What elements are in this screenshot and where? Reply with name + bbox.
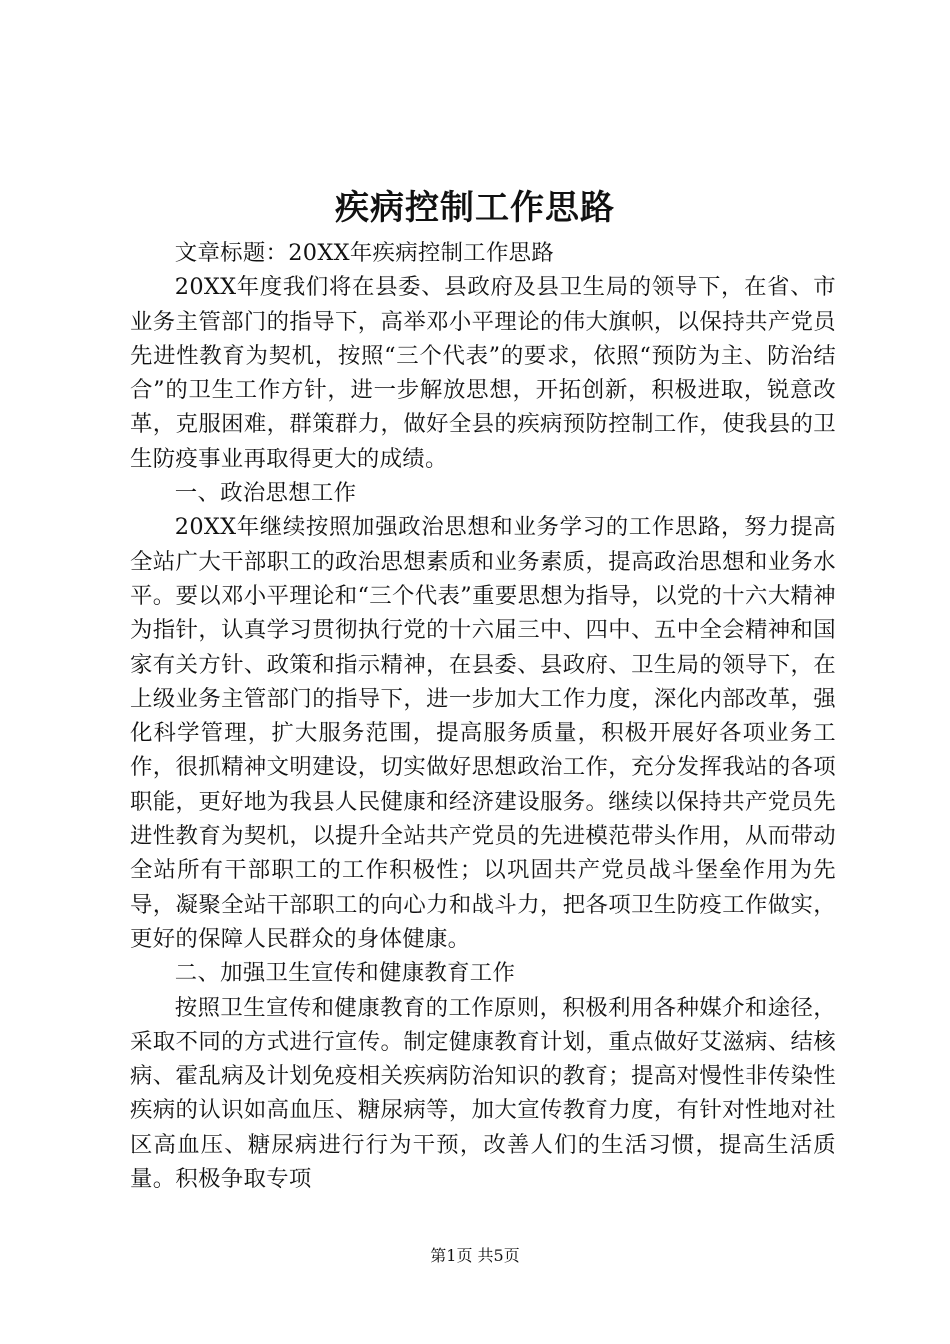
intro-paragraph: 20XX年度我们将在县委、县政府及县卫生局的领导下，在省、市业务主管部门的指导下，高举邓小平理论的伟大旗帜，以保持共产党员先进性教育为契机，按照“三个代表”的要求，依照“预防为主、防治结合”的卫生工作方针，进一步解放思想，开拓创新，积极进取，锐意改革，克服困难，群策群力，做好全县的疾病预防控制工作，使我县的卫生防疫事业再取得更大的成绩。 bbox=[130, 274, 836, 472]
section-heading-political-work: 一、政治思想工作 bbox=[174, 480, 357, 507]
document-body bbox=[130, 236, 836, 1196]
article-title-line: 文章标题：20XX年疾病控制工作思路 bbox=[174, 240, 555, 266]
document-title: 疾病控制工作思路 bbox=[335, 188, 615, 228]
political-work-paragraph: 20XX年继续按照加强政治思想和业务学习的工作思路，努力提高全站广大干部职工的政治思想素质和业务素质，提高政治思想和业务水平。要以邓小平理论和“三个代表”重要思想为指导，以党的十六大精神为指针，认真学习贯彻执行党的十六届三中、四中、五中全会精神和国家有关方针、政策和指示精神，在县委、县政府、卫生局的领导下，在上级业务主管部门的指导下，进一步加大工作力度，深化内部改革，强化科学管理，扩大服务范围，提高服务质量，积极开展好各项业务工作，很抓精神文明建设，切实做好思想政治工作，充分发挥我站的各项职能，更好地为我县人民健康和经济建设服务。继续以保持共产党员先进性教育为契机，以提升全站共产党员的先进模范带头作用，从而带动全站所有干部职工的工作积极性；以巩固共产党员战斗堡垒作用为先导，凝聚全站干部职工的向心力和战斗力，把各项卫生防疫工作做实，更好的保障人民群众的身体健康。 bbox=[130, 514, 836, 952]
health-education-paragraph: 按照卫生宣传和健康教育的工作原则，积极利用各种媒介和途径，采取不同的方式进行宣传。制定健康教育计划，重点做好艾滋病、结核病、霍乱病及计划免疫相关疾病防治知识的教育；提高对慢性非传染性疾病的认识如高血压、糖尿病等，加大宣传教育力度，有针对性地对社区高血压、糖尿病进行行为干预，改善人们的生活习惯，提高生活质量。积极争取专项 bbox=[130, 994, 836, 1193]
page-number-footer: 第1页 共5页 bbox=[430, 1246, 520, 1265]
section-heading-health-education: 二、加强卫生宣传和健康教育工作 bbox=[174, 960, 516, 987]
